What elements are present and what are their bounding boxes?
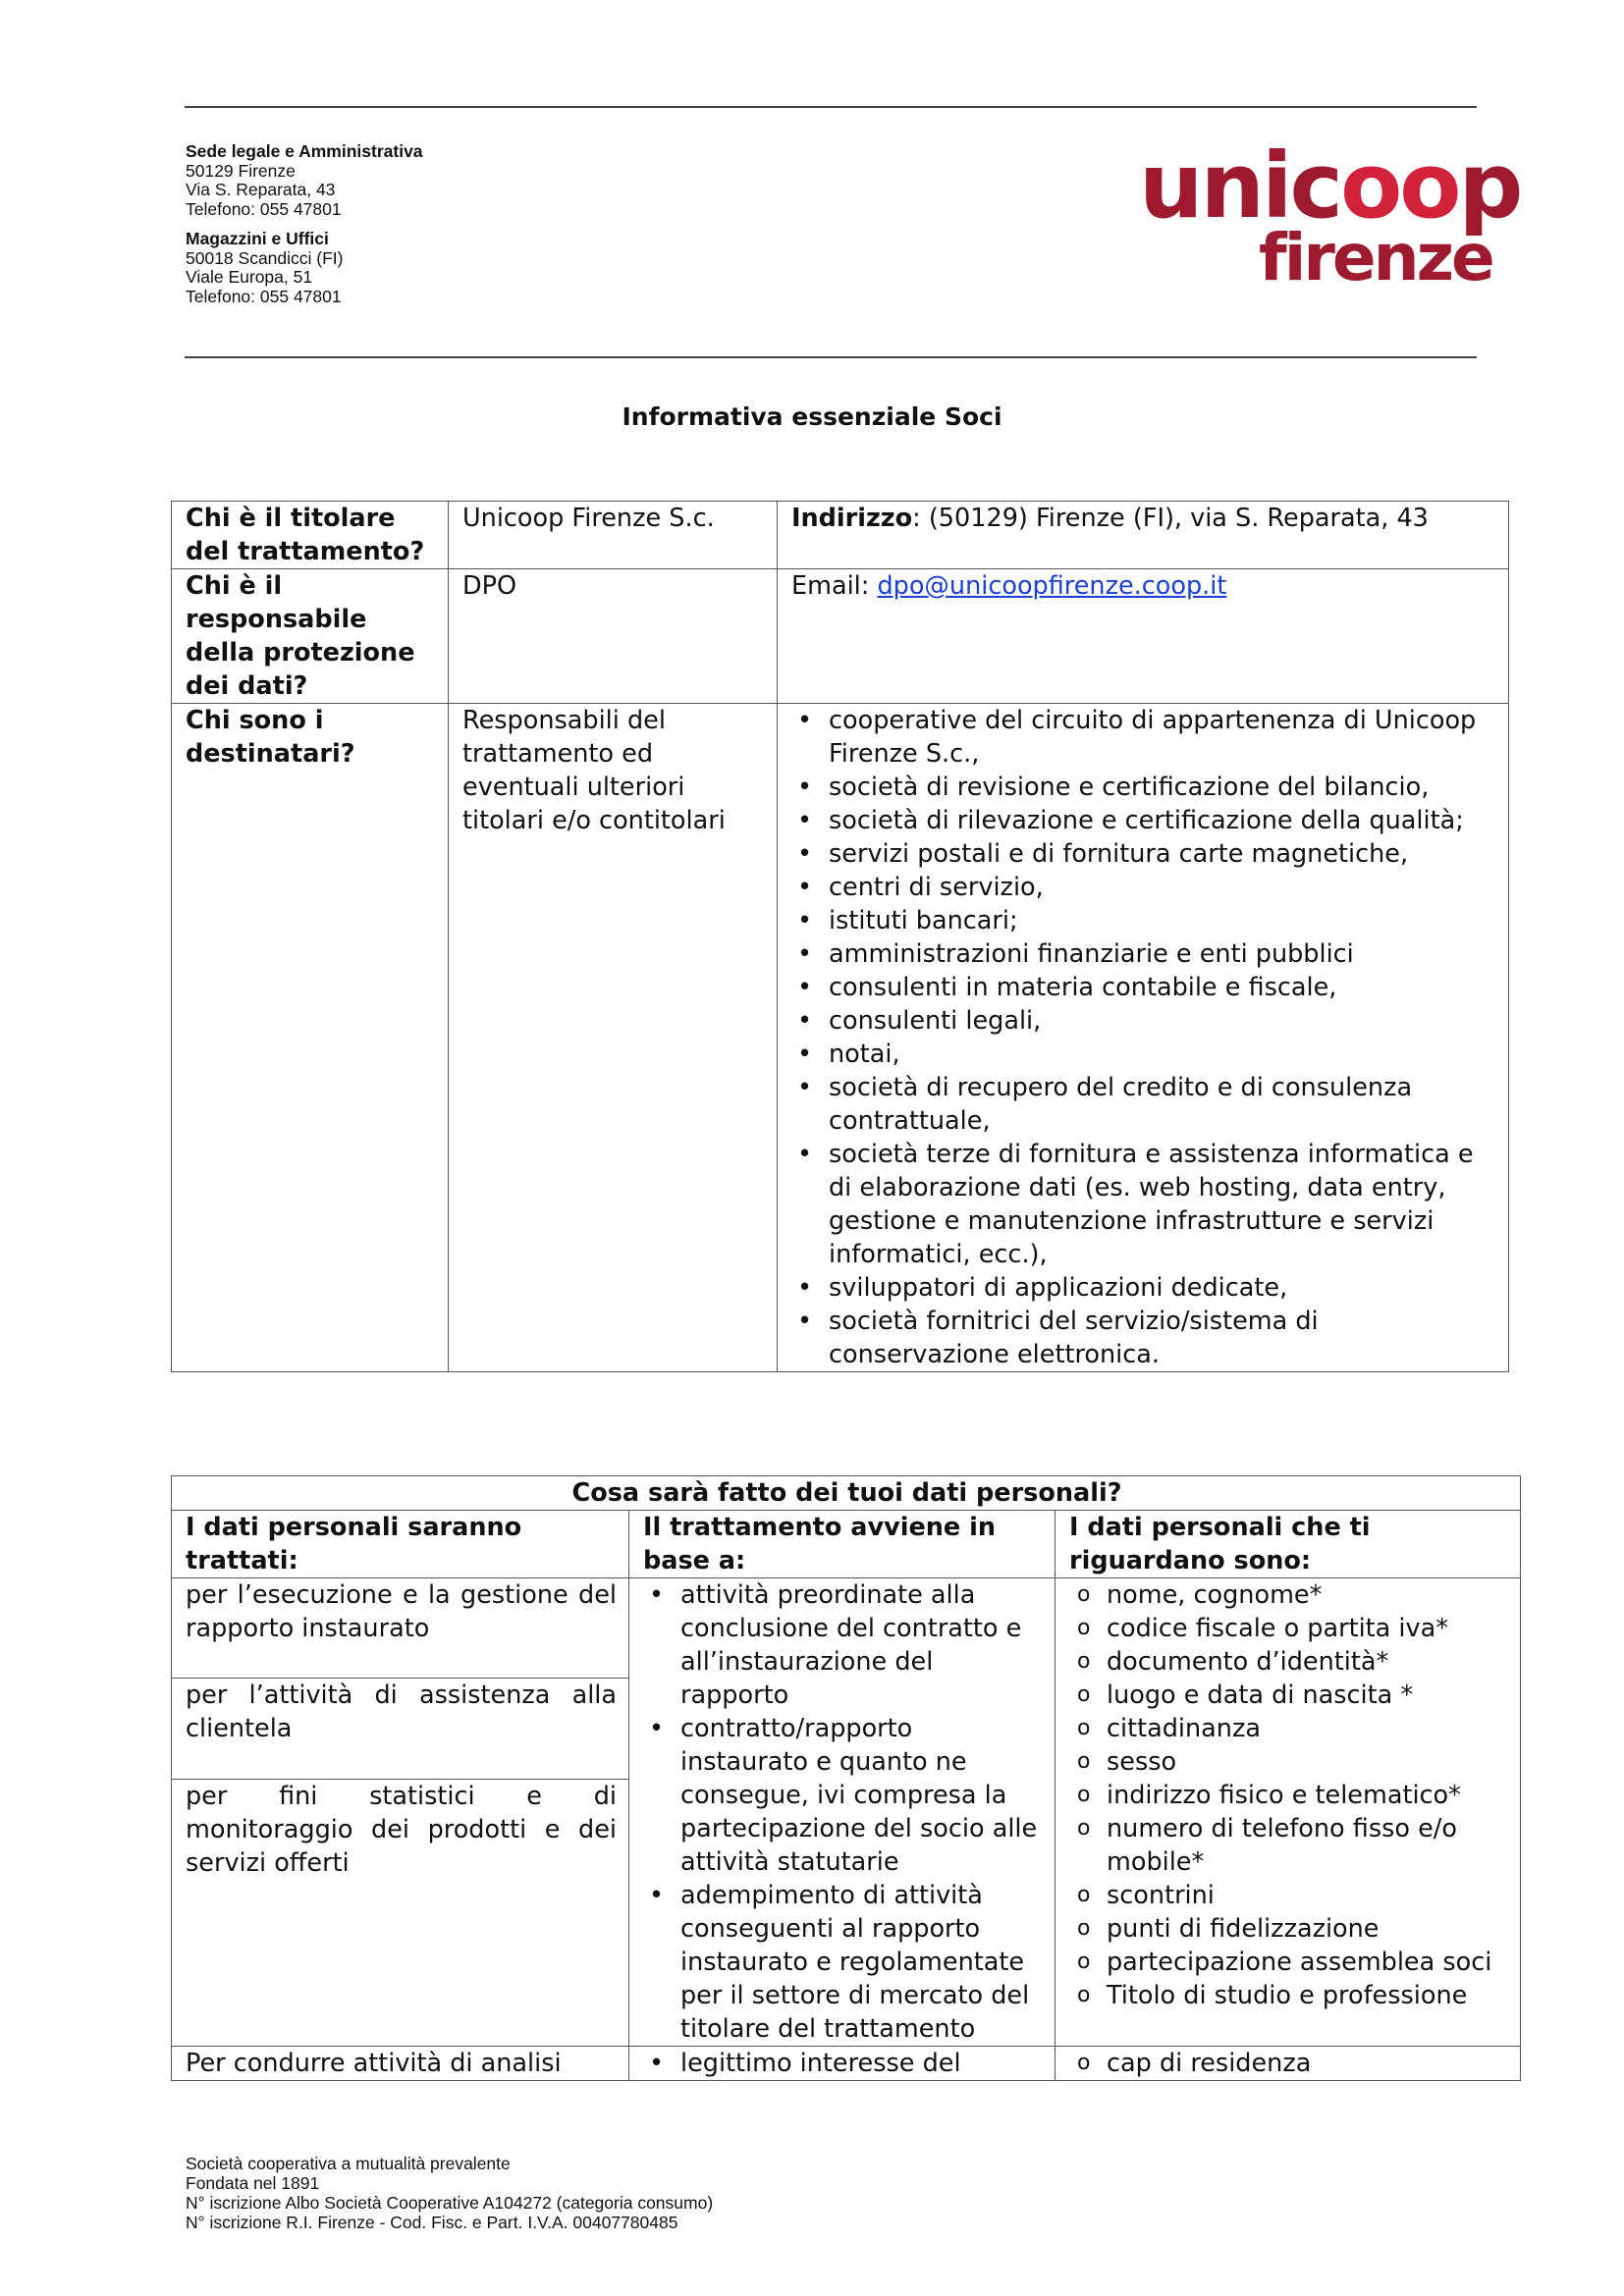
answer-cell: Unicoop Firenze S.c. [449,502,778,569]
logo-text-firenze: firenze [1259,220,1492,295]
column-header: Il trattamento avviene in base a: [629,1511,1056,1578]
processing-heading: Cosa sarà fatto dei tuoi dati personali? [172,1476,1521,1511]
answer-cell: Responsabili del trattamento ed eventuali ulteriori titolari e/o contitolari [449,704,778,1372]
list-item: • consulenti in materia contabile e fiscale, [791,971,1496,1004]
personal-data-list [1069,1578,1508,2012]
header-bottom-rule [185,356,1477,358]
question-cell: Chi sono i destinatari? [172,704,449,1372]
list-item: o indirizzo fisico e telematico* [1069,1779,1508,1812]
magazzini-line: Telefono: 055 47801 [186,286,342,306]
purpose-item: per l’attività di assistenza alla clientela [172,1679,628,1780]
list-item: o cittadinanza [1069,1712,1508,1745]
purposes-cell [172,1578,629,2047]
bases-cell [629,1578,1056,2047]
sede-legale-line: Via S. Reparata, 43 [186,180,336,199]
question-cell: Chi è il responsabile della protezione dei dati? [172,569,449,704]
list-item: • istituti bancari; [791,904,1496,937]
footer-line: Società cooperativa a mutualità prevalente [186,2154,511,2173]
list-item: o codice fiscale o partita iva* [1069,1612,1508,1645]
recipients-cell [778,704,1509,1372]
column-header: I dati personali saranno trattati: [172,1511,629,1578]
list-item: • servizi postali e di fornitura carte magnetiche, [791,837,1496,871]
processing-table [171,1475,1521,2081]
data-cell [1056,2047,1521,2081]
list-item: • società fornitrici del servizio/sistema di conservazione elettronica. [791,1305,1496,1371]
list-item: o numero di telefono fisso e/o mobile* [1069,1812,1508,1879]
list-item: • società di recupero del credito e di consulenza contrattuale, [791,1071,1496,1138]
table-row [172,704,1509,1372]
basis-cell [629,2047,1056,2081]
purpose-item: Per condurre attività di analisi [172,2047,629,2081]
logo-text-oo: oo [1340,133,1459,239]
footer-line: N° iscrizione R.I. Firenze - Cod. Fisc. e Part. I.V.A. 00407780485 [186,2213,678,2232]
logo-text-c: p [1458,133,1521,239]
purpose-item: per l’esecuzione e la gestione del rapporto instaurato [172,1578,628,1679]
table-row [172,2047,1521,2081]
legal-bases-list [643,1578,1043,2046]
list-item: • adempimento di attività conseguenti al rapporto instaurato e regolamentate per il settore di mercato del titolare del trattamento [643,1879,1043,2046]
recipients-list [791,704,1496,1371]
list-item: o nome, cognome* [1069,1578,1508,1612]
footer [186,2154,713,2232]
unicoop-firenze-logo [1139,133,1521,295]
list-item: o punti di fidelizzazione [1069,1912,1508,1946]
header-top-rule [185,106,1477,108]
magazzini-line: Viale Europa, 51 [186,267,313,287]
list-item: • notai, [791,1038,1496,1071]
logo-text-a: unic [1139,133,1341,239]
list-item: • consulenti legali, [791,1004,1496,1038]
table-row [172,1476,1521,1511]
magazzini-line: 50018 Scandicci (FI) [186,247,344,268]
list-item: o documento d’identità* [1069,1645,1508,1679]
list-item: o Titolo di studio e professione [1069,1979,1508,2012]
table-row [172,569,1509,704]
table-row [172,1578,1521,2047]
address-cell [778,502,1509,569]
footer-line: N° iscrizione Albo Società Cooperative A104272 (categoria consumo) [186,2193,714,2213]
list-item: o scontrini [1069,1879,1508,1912]
answer-cell: DPO [449,569,778,704]
list-item: • cooperative del circuito di appartenenza di Unicoop Firenze S.c., [791,704,1496,771]
table-row [172,502,1509,569]
list-item: o partecipazione assemblea soci [1069,1946,1508,1979]
list-item: • contratto/rapporto instaurato e quanto ne consegue, ivi compresa la partecipazione del socio alle attività statutarie [643,1712,1043,1879]
address-label: Indirizzo [791,504,913,533]
dpo-email-link[interactable]: dpo@unicoopfirenze.coop.it [877,571,1227,601]
list-item: • società di rilevazione e certificazione della qualità; [791,804,1496,837]
sede-legale-title: Sede legale e Amministrativa [186,141,423,161]
sede-legale-line: 50129 Firenze [186,160,296,181]
table-row [172,1511,1521,1578]
list-item: o luogo e data di nascita * [1069,1679,1508,1712]
list-item: • sviluppatori di applicazioni dedicate, [791,1271,1496,1305]
list-item: • attività preordinate alla conclusione del contratto e all’instaurazione del rapporto [643,1578,1043,1712]
list-item: • società di revisione e certificazione del bilancio, [791,771,1496,804]
footer-line: Fondata nel 1891 [186,2173,320,2193]
info-table [171,501,1509,1372]
sede-legale-line: Telefono: 055 47801 [186,198,342,219]
sede-legale-address [186,142,423,219]
address-value: : (50129) Firenze (FI), via S. Reparata, 43 [912,504,1429,533]
email-cell [778,569,1509,704]
magazzini-title: Magazzini e Uffici [186,229,329,248]
list-item: • amministrazioni finanziarie e enti pubblici [791,937,1496,971]
list-item: • centri di servizio, [791,871,1496,904]
list-item: • legittimo interesse del [643,2047,1043,2080]
question-cell: Chi è il titolare del trattamento? [172,502,449,569]
list-item: o cap di residenza [1069,2047,1508,2080]
data-cell [1056,1578,1521,2047]
column-header: I dati personali che ti riguardano sono: [1056,1511,1521,1578]
purpose-item: per fini statistici e di monitoraggio dei prodotti e dei servizi offerti [186,1782,617,1878]
list-item: o sesso [1069,1745,1508,1779]
magazzini-address [186,230,344,306]
list-item: • società terze di fornitura e assistenza informatica e di elaborazione dati (es. web hosting, data entry, gestione e manutenzione infrastrutture e servizi informatici, ecc.), [791,1138,1496,1271]
page-title: Informativa essenziale Soci [622,402,1002,431]
email-label: Email: [791,571,878,601]
